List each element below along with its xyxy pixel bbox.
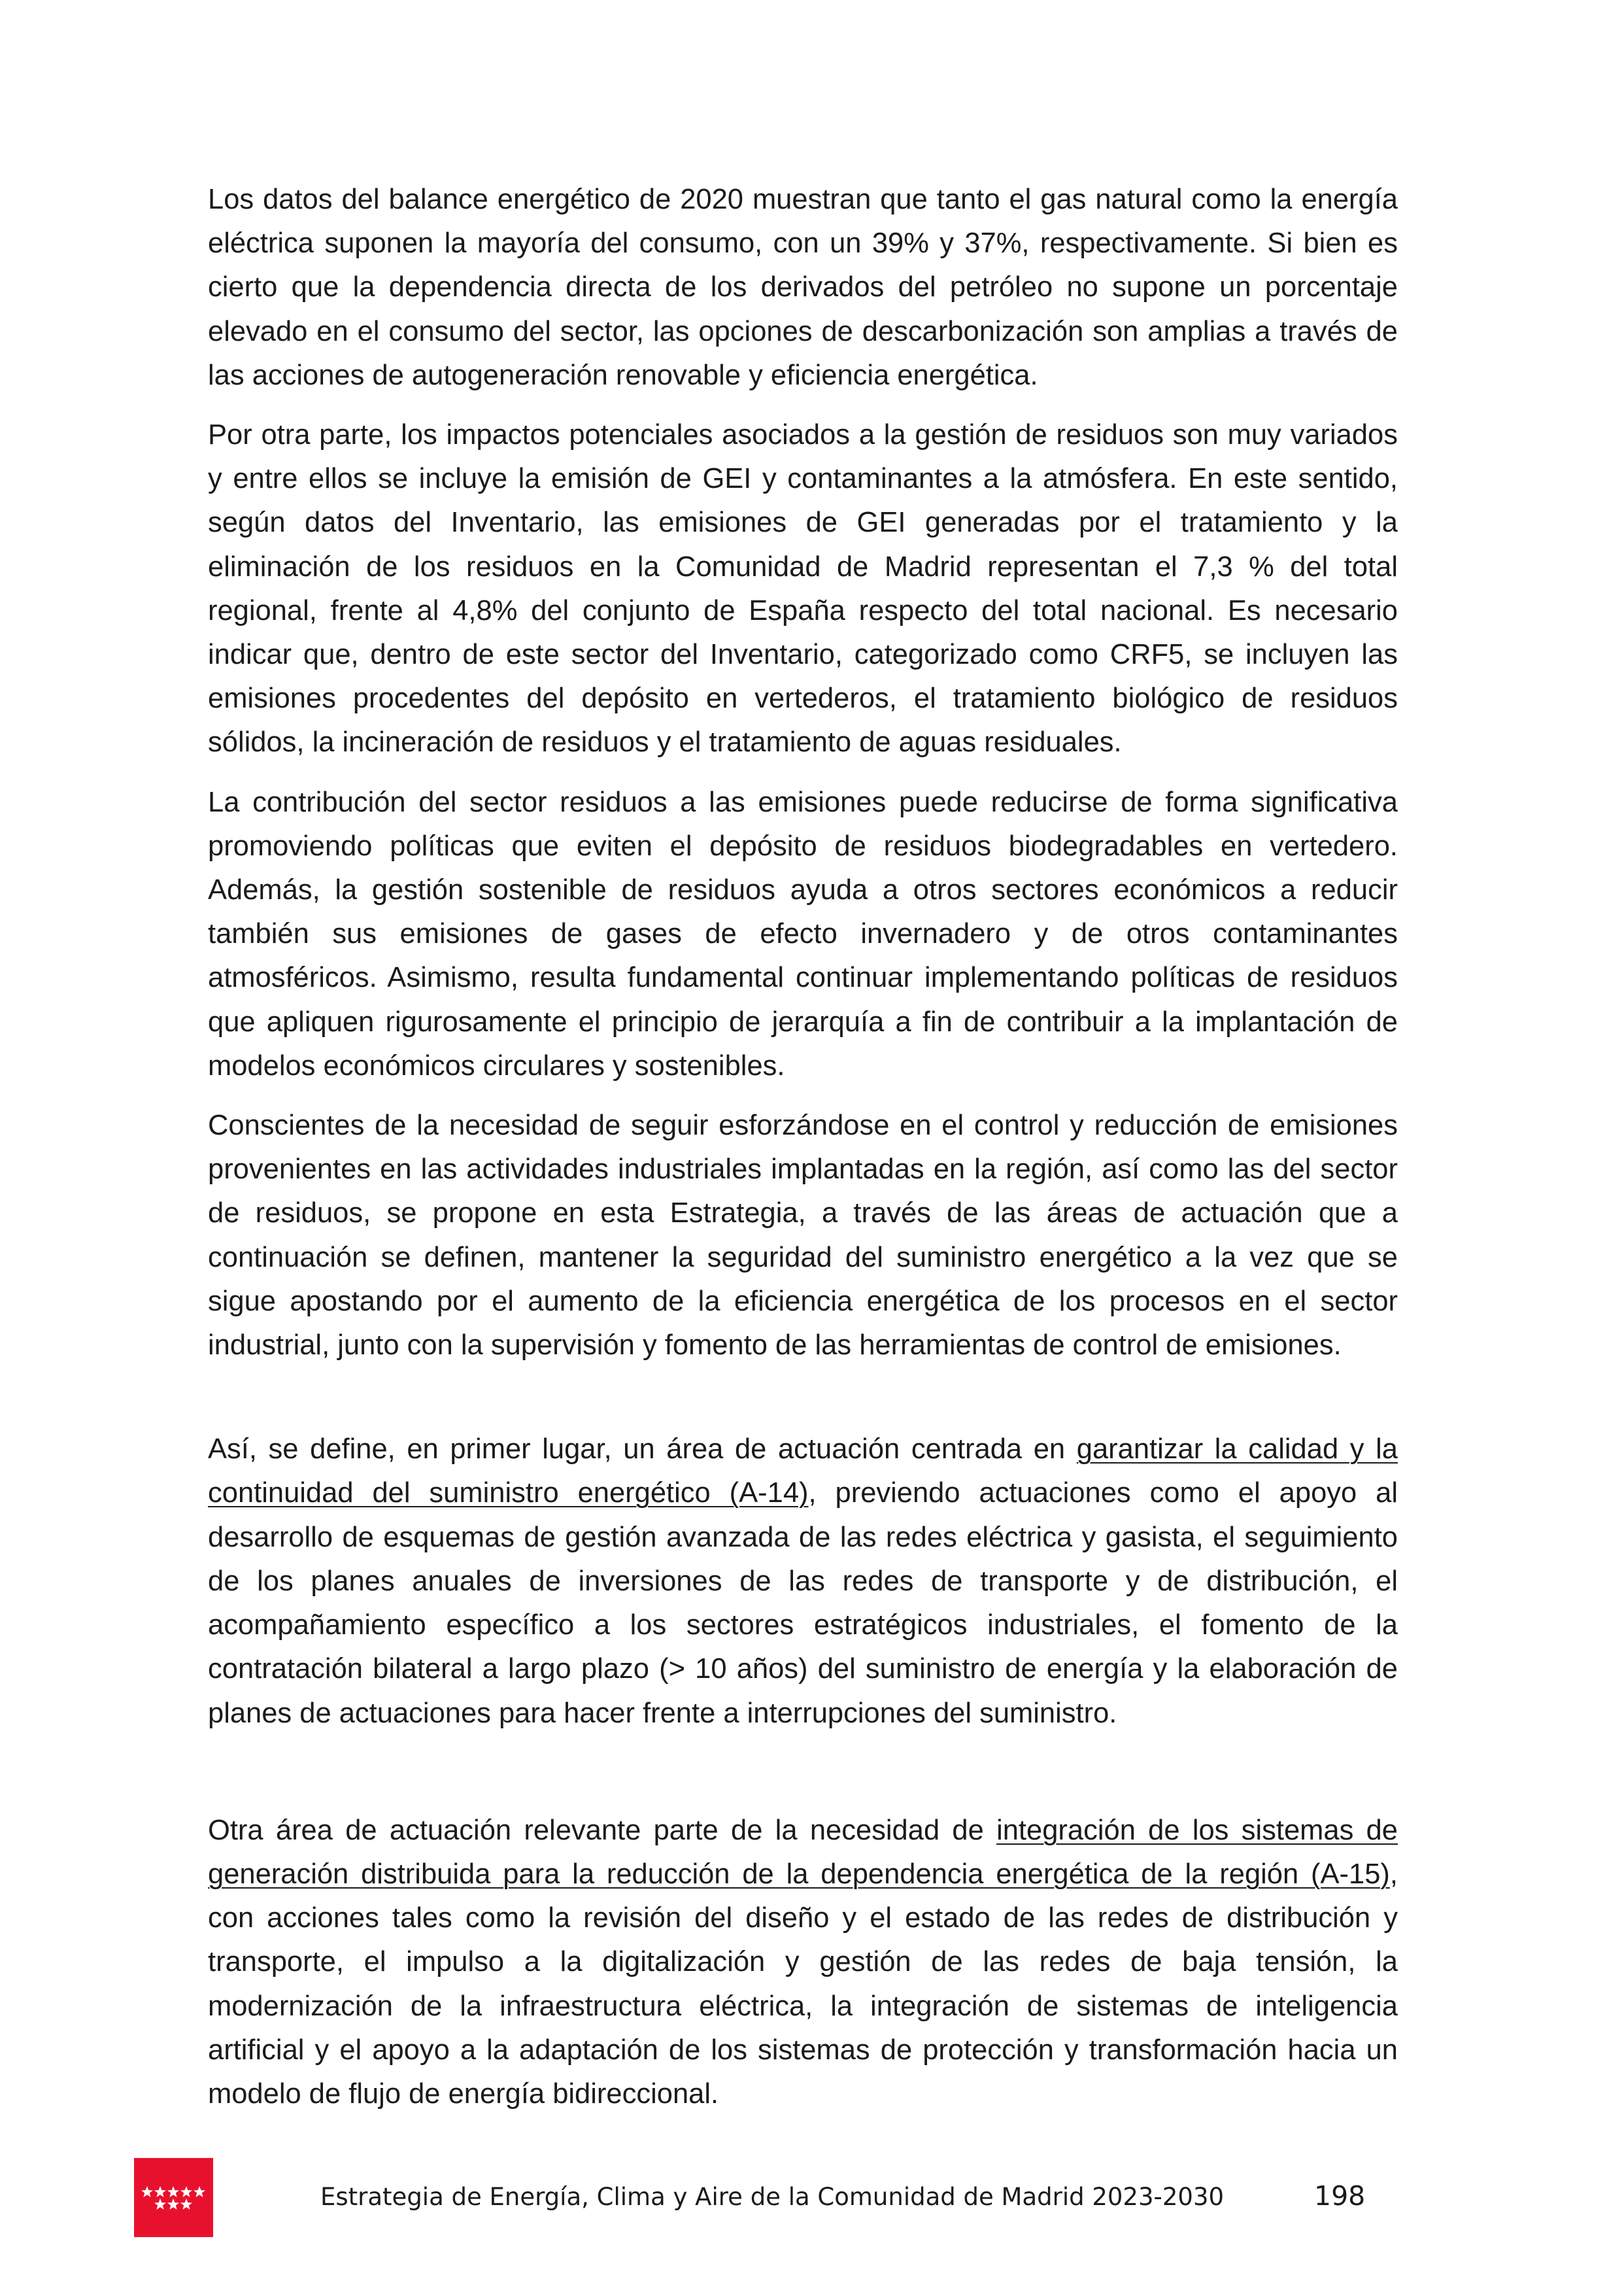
action-area-a15-link[interactable]: integración de los sistemas de generación distribuida para la reducción de la dependencia energética de la región (A-15) (208, 1814, 1398, 1890)
comunidad-de-madrid-logo-icon (134, 2158, 213, 2237)
paragraph-energy-balance: Los datos del balance energético de 2020 muestran que tanto el gas natural como la energía eléctrica suponen la mayoría del consumo, con un 39% y 37%, respectivamente. Si bien es cierto que la dependencia directa de los derivados del petróleo no supone un porcentaje elevado en el consumo del sector, las opciones de descarbonización son amplias a través de las acciones de autogeneración renovable y eficiencia energética. (208, 184, 1398, 391)
paragraph-a14-rest: , previendo actuaciones como el apoyo al desarrollo de esquemas de gestión avanzada de las redes eléctrica y gasista, el seguimiento de los planes anuales de inversiones de las redes de transporte y de distribución, el acompañamiento específico a los sectores estratégicos industriales, el fomento de la contratación bilateral a largo plazo (> 10 años) del suministro de energía y la elaboración de planes de actuaciones para hacer frente a interrupciones del suministro. (208, 1477, 1398, 1729)
stars-icon (134, 2158, 213, 2237)
paragraph-waste-contribution: La contribución del sector residuos a las emisiones puede reducirse de forma significativa promoviendo políticas que eviten el depósito de residuos biodegradables en vertedero. Además, la gestión sostenible de residuos ayuda a otros sectores económicos a reducir también sus emisiones de gases de efecto invernadero y de otros contaminantes atmosféricos. Asimismo, resulta fundamental continuar implementando políticas de residuos que apliquen rigurosamente el principio de jerarquía a fin de contribuir a la implantación de modelos económicos circulares y sostenibles. (208, 786, 1398, 1082)
footer-document-title: Estrategia de Energía, Clima y Aire de la Comunidad de Madrid 2023-2030 (320, 2183, 1225, 2211)
paragraph-action-area-a14 (208, 1428, 1398, 1735)
paragraph-a15-intro: Otra área de actuación relevante parte de la necesidad de (208, 1814, 997, 1846)
action-area-a14-link[interactable]: garantizar la calidad y la continuidad del suministro energético (A-14) (208, 1433, 1398, 1509)
paragraph-a15-rest: , con acciones tales como la revisión del diseño y el estado de las redes de distribución y transporte, el impulso a la digitalización y gestión de las redes de baja tensión, la modernización de la infraestructura eléctrica, la integración de sistemas de inteligencia artificial y el apoyo a la adaptación de los sistemas de protección y transformación hacia un modelo de flujo de energía bidireccional. (208, 1858, 1398, 2110)
document-body (208, 178, 1398, 2132)
paragraph-waste-impacts: Por otra parte, los impactos potenciales asociados a la gestión de residuos son muy variados y entre ellos se incluye la emisión de GEI y contaminantes a la atmósfera. En este sentido, según datos del Inventario, las emisiones de GEI generadas por el tratamiento y la eliminación de los residuos en la Comunidad de Madrid representan el 7,3 % del total regional, frente al 4,8% del conjunto de España respecto del total nacional. Es necesario indicar que, dentro de este sector del Inventario, categorizado como CRF5, se incluyen las emisiones procedentes del depósito en vertederos, el tratamiento biológico de residuos sólidos, la incineración de residuos y el tratamiento de aguas residuales. (208, 419, 1398, 759)
paragraph-action-area-a15 (208, 1809, 1398, 2116)
paragraph-industrial-emissions: Conscientes de la necesidad de seguir esforzándose en el control y reducción de emisiones provenientes en las actividades industriales implantadas en la región, así como las del sector de residuos, se propone en esta Estrategia, a través de las áreas de actuación que a continuación se definen, mantener la seguridad del suministro energético a la vez que se sigue apostando por el aumento de la eficiencia energética de los procesos en el sector industrial, junto con la supervisión y fomento de las herramientas de control de emisiones. (208, 1110, 1398, 1361)
page-number: 198 (1314, 2180, 1366, 2212)
paragraph-a14-intro: Así, se define, en primer lugar, un área de actuación centrada en (208, 1433, 1077, 1465)
